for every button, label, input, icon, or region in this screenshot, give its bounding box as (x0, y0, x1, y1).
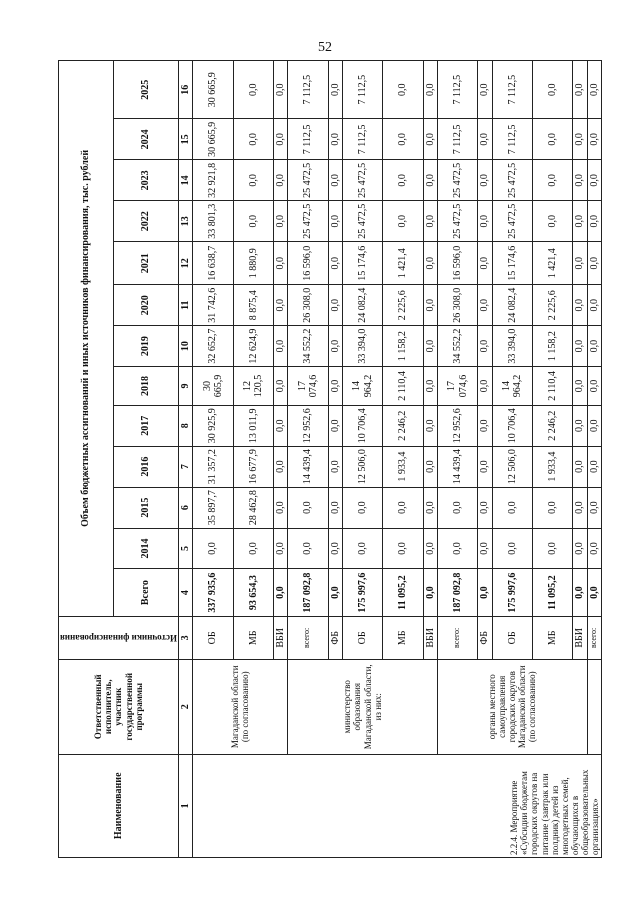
funding-source: всего: (288, 616, 328, 659)
year-value: 14 439,4 (288, 446, 328, 487)
measure-name: 2.2.4. Мероприятие «Субсидии бюджетам городских округов на питание (завтрак или полдник) детей из многодетных семей, обучающихся в общеобразовательных организациях» (193, 754, 602, 857)
year-value: 0,0 (587, 61, 601, 119)
year-value: 0,0 (587, 119, 601, 160)
year-value: 10 706,4 (492, 405, 532, 446)
year-value: 1 421,4 (532, 242, 572, 285)
responsible-executor: органы местного самоуправления городских округов Магаданской области (по согласованию) (437, 659, 587, 754)
year-value: 25 472,5 (342, 160, 382, 201)
year-value: 0,0 (233, 201, 273, 242)
header-col-number: 5 (178, 528, 192, 569)
row-total: 0,0 (273, 569, 287, 616)
rotated-page-area (58, 60, 600, 858)
header-col-number: 6 (178, 487, 192, 528)
year-value: 0,0 (328, 528, 342, 569)
table-row (437, 61, 477, 858)
row-total: 0,0 (478, 569, 492, 616)
year-value: 7 112,5 (492, 119, 532, 160)
year-value: 16 596,0 (288, 242, 328, 285)
header-year: 2018 (113, 367, 178, 406)
year-value: 0,0 (423, 201, 437, 242)
header-source-text: Источники финансирования (60, 632, 177, 643)
year-value: 0,0 (587, 285, 601, 326)
year-value: 0,0 (233, 160, 273, 201)
year-value: 0,0 (532, 201, 572, 242)
year-value: 12 952,6 (437, 405, 477, 446)
year-value: 0,0 (478, 367, 492, 406)
year-value: 0,0 (273, 528, 287, 569)
row-total: 0,0 (328, 569, 342, 616)
year-value: 12 120,5 (233, 367, 273, 406)
year-value: 0,0 (573, 446, 587, 487)
year-value: 0,0 (288, 528, 328, 569)
year-value: 0,0 (478, 326, 492, 367)
year-value: 0,0 (478, 528, 492, 569)
year-value: 0,0 (233, 119, 273, 160)
year-value: 7 112,5 (342, 61, 382, 119)
header-col-number: 13 (178, 201, 192, 242)
funding-source: ВБИ (273, 616, 287, 659)
year-value: 0,0 (587, 487, 601, 528)
year-value: 0,0 (273, 367, 287, 406)
year-value: 1 158,2 (532, 326, 572, 367)
year-value: 0,0 (478, 119, 492, 160)
year-value: 0,0 (328, 61, 342, 119)
year-value: 0,0 (423, 528, 437, 569)
year-value: 0,0 (328, 242, 342, 285)
year-value: 10 706,4 (342, 405, 382, 446)
year-value: 16 677,9 (233, 446, 273, 487)
year-value: 0,0 (492, 528, 532, 569)
year-value: 0,0 (383, 201, 423, 242)
funding-source: ОБ (492, 616, 532, 659)
header-year: 2020 (113, 285, 178, 326)
year-value: 17 074,6 (437, 367, 477, 406)
year-value: 31 742,6 (193, 285, 233, 326)
year-value: 25 472,5 (492, 160, 532, 201)
year-value: 0,0 (423, 242, 437, 285)
funding-source: ОБ (193, 616, 233, 659)
year-value: 2 225,6 (532, 285, 572, 326)
year-value: 1 880,9 (233, 242, 273, 285)
year-value: 30 665,9 (193, 119, 233, 160)
year-value: 0,0 (423, 446, 437, 487)
responsible-executor (587, 659, 601, 754)
year-value: 15 174,6 (342, 242, 382, 285)
year-value: 0,0 (423, 487, 437, 528)
header-year: 2023 (113, 160, 178, 201)
header-col-number: 14 (178, 160, 192, 201)
year-value: 16 638,7 (193, 242, 233, 285)
year-value: 2 246,2 (532, 405, 572, 446)
year-value: 7 112,5 (437, 61, 477, 119)
header-responsible: Ответственный исполнитель, участник государственной программы (59, 659, 179, 754)
header-col-number: 9 (178, 367, 192, 406)
year-value: 0,0 (423, 285, 437, 326)
header-year: 2014 (113, 528, 178, 569)
row-total: 93 654,3 (233, 569, 273, 616)
year-value: 0,0 (328, 160, 342, 201)
year-value: 26 308,0 (437, 285, 477, 326)
year-value: 28 462,8 (233, 487, 273, 528)
year-value: 33 394,0 (342, 326, 382, 367)
year-value: 0,0 (423, 405, 437, 446)
year-value: 0,0 (573, 528, 587, 569)
header-col-number: 10 (178, 326, 192, 367)
page-number: 52 (318, 40, 332, 55)
year-value: 0,0 (573, 487, 587, 528)
year-value: 0,0 (328, 285, 342, 326)
year-value: 0,0 (573, 61, 587, 119)
funding-source: ФБ (478, 616, 492, 659)
header-volume: Объем бюджетных ассигнований и иных источников финансирования, тыс. рублей (59, 61, 114, 617)
year-value: 0,0 (478, 201, 492, 242)
year-value: 17 074,6 (288, 367, 328, 406)
year-value: 1 933,4 (383, 446, 423, 487)
year-value: 0,0 (328, 326, 342, 367)
year-value: 33 394,0 (492, 326, 532, 367)
year-value: 1 158,2 (383, 326, 423, 367)
year-value: 2 225,6 (383, 285, 423, 326)
year-value: 7 112,5 (492, 61, 532, 119)
year-value: 33 801,3 (193, 201, 233, 242)
header-col-number: 8 (178, 405, 192, 446)
header-total: Всего (113, 569, 178, 616)
header-numbers-row (178, 61, 192, 858)
row-total: 187 092,8 (437, 569, 477, 616)
year-value: 0,0 (587, 326, 601, 367)
year-value: 30 925,9 (193, 405, 233, 446)
header-col-number: 2 (178, 659, 192, 754)
year-value: 0,0 (437, 487, 477, 528)
header-year: 2016 (113, 446, 178, 487)
year-value: 0,0 (532, 119, 572, 160)
year-value: 8 875,4 (233, 285, 273, 326)
year-value: 0,0 (273, 285, 287, 326)
header-col-number: 11 (178, 285, 192, 326)
year-value: 0,0 (193, 528, 233, 569)
table-header (59, 61, 193, 858)
year-value: 0,0 (328, 201, 342, 242)
year-value: 0,0 (532, 61, 572, 119)
funding-source: всего: (437, 616, 477, 659)
row-total: 175 997,6 (342, 569, 382, 616)
year-value: 0,0 (587, 160, 601, 201)
year-value: 0,0 (383, 119, 423, 160)
year-value: 0,0 (233, 61, 273, 119)
year-value: 14 439,4 (437, 446, 477, 487)
year-value: 0,0 (478, 242, 492, 285)
year-value: 24 082,4 (342, 285, 382, 326)
header-year: 2015 (113, 487, 178, 528)
year-value: 0,0 (573, 242, 587, 285)
year-value: 0,0 (273, 160, 287, 201)
year-value: 2 246,2 (383, 405, 423, 446)
year-value: 0,0 (328, 119, 342, 160)
year-value: 0,0 (478, 405, 492, 446)
year-value: 0,0 (288, 487, 328, 528)
funding-source: всего: (587, 616, 601, 659)
year-value: 32 921,8 (193, 160, 233, 201)
year-value: 32 652,7 (193, 326, 233, 367)
funding-source: МБ (532, 616, 572, 659)
year-value: 0,0 (478, 487, 492, 528)
row-total: 337 935,6 (193, 569, 233, 616)
year-value: 0,0 (383, 61, 423, 119)
year-value: 7 112,5 (288, 61, 328, 119)
year-value: 0,0 (573, 160, 587, 201)
header-col-number: 16 (178, 61, 192, 119)
year-value: 0,0 (328, 367, 342, 406)
year-value: 0,0 (383, 160, 423, 201)
year-value: 0,0 (273, 201, 287, 242)
table-body (193, 61, 602, 858)
year-value: 0,0 (273, 405, 287, 446)
header-col-number: 4 (178, 569, 192, 616)
table-row (587, 61, 601, 858)
year-value: 16 596,0 (437, 242, 477, 285)
year-value: 12 506,0 (492, 446, 532, 487)
funding-source: ВБИ (573, 616, 587, 659)
year-value: 25 472,5 (492, 201, 532, 242)
year-value: 30 665,9 (193, 61, 233, 119)
header-source (59, 616, 179, 659)
year-value: 0,0 (573, 405, 587, 446)
year-value: 14 964,2 (492, 367, 532, 406)
funding-source: ФБ (328, 616, 342, 659)
year-value: 25 472,5 (288, 201, 328, 242)
year-value: 34 552,2 (288, 326, 328, 367)
year-value: 24 082,4 (492, 285, 532, 326)
year-value: 25 472,5 (342, 201, 382, 242)
year-value: 0,0 (573, 367, 587, 406)
year-value: 13 011,9 (233, 405, 273, 446)
year-value: 0,0 (532, 528, 572, 569)
year-value: 0,0 (273, 242, 287, 285)
year-value: 0,0 (478, 446, 492, 487)
year-value: 0,0 (273, 446, 287, 487)
header-name: Наименование (59, 754, 179, 857)
year-value: 12 506,0 (342, 446, 382, 487)
year-value: 0,0 (532, 160, 572, 201)
header-year: 2022 (113, 201, 178, 242)
row-total: 0,0 (587, 569, 601, 616)
funding-source: МБ (383, 616, 423, 659)
year-value: 1 421,4 (383, 242, 423, 285)
year-value: 0,0 (383, 487, 423, 528)
year-value: 25 472,5 (288, 160, 328, 201)
year-value: 0,0 (328, 405, 342, 446)
year-value: 31 357,2 (193, 446, 233, 487)
year-value: 0,0 (587, 405, 601, 446)
year-value: 0,0 (532, 487, 572, 528)
year-value: 0,0 (437, 528, 477, 569)
year-value: 0,0 (273, 487, 287, 528)
year-value: 0,0 (573, 119, 587, 160)
year-value: 15 174,6 (492, 242, 532, 285)
funding-source: ОБ (342, 616, 382, 659)
year-value: 12 952,6 (288, 405, 328, 446)
year-value: 0,0 (273, 326, 287, 367)
year-value: 0,0 (423, 367, 437, 406)
header-col-number: 7 (178, 446, 192, 487)
year-value: 2 110,4 (532, 367, 572, 406)
table-row (288, 61, 328, 858)
year-value: 0,0 (423, 119, 437, 160)
rotated-table-wrapper (58, 60, 600, 858)
year-value: 26 308,0 (288, 285, 328, 326)
year-value: 25 472,5 (437, 160, 477, 201)
row-total: 0,0 (573, 569, 587, 616)
header-col-number: 3 (178, 616, 192, 659)
year-value: 1 933,4 (532, 446, 572, 487)
header-col-number: 1 (178, 754, 192, 857)
year-value: 0,0 (587, 528, 601, 569)
responsible-executor: Магаданской области (по согласованию) (193, 659, 288, 754)
year-value: 0,0 (573, 326, 587, 367)
year-value: 0,0 (273, 61, 287, 119)
year-value: 0,0 (423, 326, 437, 367)
year-value: 0,0 (342, 528, 382, 569)
year-value: 0,0 (423, 160, 437, 201)
year-value: 0,0 (273, 119, 287, 160)
year-value: 0,0 (233, 528, 273, 569)
row-total: 0,0 (423, 569, 437, 616)
row-total: 175 997,6 (492, 569, 532, 616)
year-value: 0,0 (573, 285, 587, 326)
year-value: 0,0 (587, 242, 601, 285)
year-value: 0,0 (573, 201, 587, 242)
year-value: 25 472,5 (437, 201, 477, 242)
table-row (193, 61, 233, 858)
financing-table (58, 60, 602, 858)
year-value: 0,0 (328, 487, 342, 528)
header-year: 2017 (113, 405, 178, 446)
header-year: 2021 (113, 242, 178, 285)
year-value: 7 112,5 (437, 119, 477, 160)
year-value: 7 112,5 (342, 119, 382, 160)
year-value: 14 964,2 (342, 367, 382, 406)
year-value: 0,0 (383, 528, 423, 569)
header-year: 2025 (113, 61, 178, 119)
header-year: 2019 (113, 326, 178, 367)
funding-source: ВБИ (423, 616, 437, 659)
row-total: 11 095,2 (383, 569, 423, 616)
year-value: 0,0 (478, 285, 492, 326)
row-total: 11 095,2 (532, 569, 572, 616)
year-value: 0,0 (328, 446, 342, 487)
year-value: 0,0 (587, 201, 601, 242)
year-value: 0,0 (587, 446, 601, 487)
year-value: 2 110,4 (383, 367, 423, 406)
year-value: 0,0 (492, 487, 532, 528)
year-value: 0,0 (423, 61, 437, 119)
year-value: 7 112,5 (288, 119, 328, 160)
year-value: 0,0 (587, 367, 601, 406)
year-value: 0,0 (478, 61, 492, 119)
year-value: 0,0 (342, 487, 382, 528)
funding-source: МБ (233, 616, 273, 659)
year-value: 12 624,9 (233, 326, 273, 367)
year-value: 30 665,9 (193, 367, 233, 406)
header-col-number: 15 (178, 119, 192, 160)
header-col-number: 12 (178, 242, 192, 285)
year-value: 0,0 (478, 160, 492, 201)
responsible-executor: министерство образования Магаданской области, из них: (288, 659, 438, 754)
year-value: 35 897,7 (193, 487, 233, 528)
header-year: 2024 (113, 119, 178, 160)
year-value: 34 552,2 (437, 326, 477, 367)
row-total: 187 092,8 (288, 569, 328, 616)
